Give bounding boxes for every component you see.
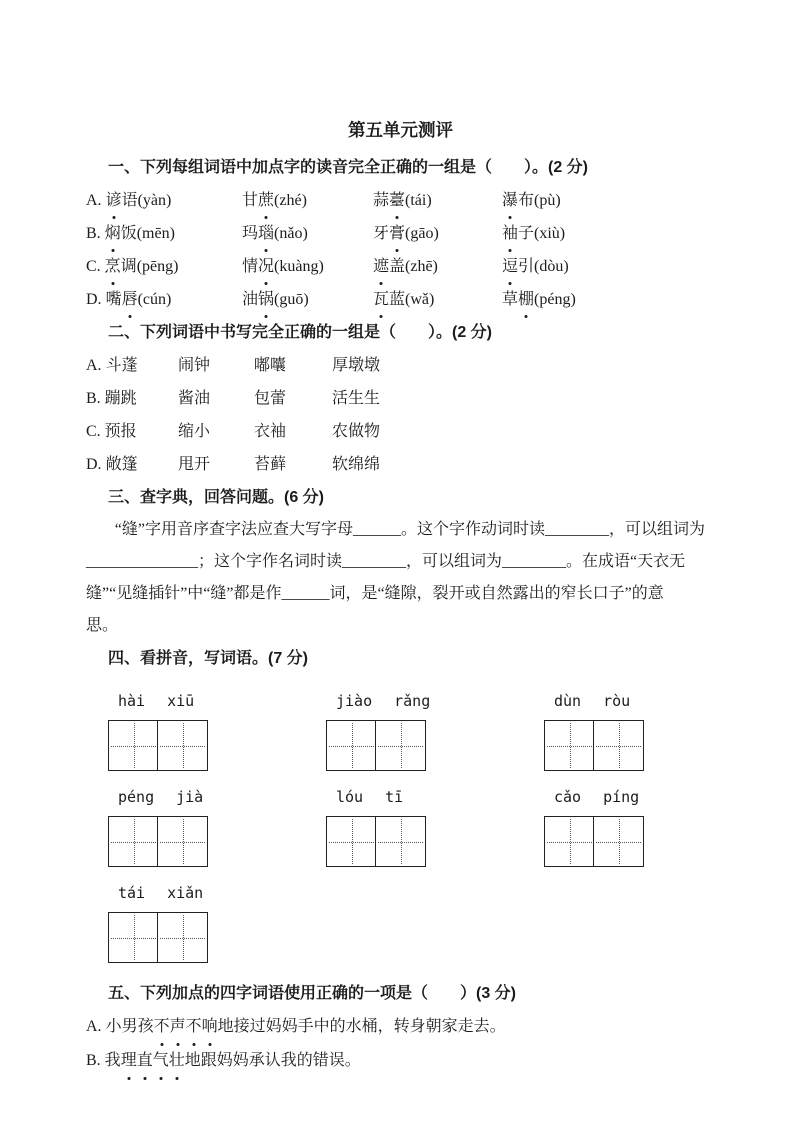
- pinyin-label: dùn ròu: [554, 692, 631, 710]
- word-with-pinyin: B. 焖饭(mēn): [86, 217, 242, 250]
- grid-cell: [593, 816, 644, 867]
- q1-option-row-c: [86, 250, 715, 283]
- q3-text-line: ______________；这个字作名词时读________，可以组词为________。在成语“天衣无: [86, 553, 686, 570]
- writing-grid: [108, 720, 212, 771]
- word-with-pinyin: 瓦蓝(wǎ): [373, 283, 502, 316]
- grid-cell: [157, 816, 208, 867]
- word-with-pinyin: C. 烹调(pēng): [86, 250, 242, 283]
- word-cell: B. 蹦跳: [86, 390, 137, 407]
- option-label: C.: [86, 258, 101, 275]
- word-cell: 厚墩墩: [332, 357, 381, 374]
- word-cell: 衣袖: [254, 423, 287, 440]
- option-label: C.: [86, 423, 101, 440]
- word-with-pinyin: 袖子(xiù): [502, 217, 715, 250]
- page-title: 第五单元测评: [348, 120, 453, 140]
- word-cell: 活生生: [332, 390, 381, 407]
- q2-heading: 二、下列词语中书写完全正确的一组是（ ）。(2 分): [108, 324, 493, 341]
- q3-heading: 三、查字典，回答问题。(6 分): [108, 489, 325, 506]
- word-with-pinyin: 甘蔗(zhé): [242, 184, 373, 217]
- option-label: B.: [86, 390, 101, 407]
- writing-grid: [108, 816, 212, 867]
- grid-cell: [108, 912, 159, 963]
- pinyin-label: lóu tī: [336, 788, 404, 806]
- word-cell: 软绵绵: [332, 456, 381, 473]
- q1-heading: 一、下列每组词语中加点字的读音完全正确的一组是（ ）。(2 分): [108, 159, 589, 176]
- grid-cell: [544, 720, 595, 771]
- word-cell: 包蕾: [254, 390, 287, 407]
- grid-cell: [108, 816, 159, 867]
- q5-heading: 五、下列加点的四字词语使用正确的一项是（ ）(3 分): [108, 985, 517, 1002]
- question-five: [86, 977, 715, 1078]
- grid-cell: [326, 720, 377, 771]
- word-with-pinyin: 逗引(dòu): [502, 250, 715, 283]
- word-with-pinyin: 瀑布(pù): [502, 184, 715, 217]
- pinyin-word-group: [544, 691, 648, 771]
- question-one: [86, 151, 715, 316]
- question-three: [86, 481, 715, 642]
- q4-grid-row-1: [86, 691, 715, 771]
- q4-grid-row-2: [86, 787, 715, 867]
- pinyin-word-group: [108, 787, 212, 867]
- pinyin-label: cǎo píng: [554, 788, 640, 806]
- sentence: 我理直气壮地跟妈妈承认我的错误。: [105, 1052, 361, 1069]
- pinyin-word-group: [108, 883, 212, 963]
- q2-option-row-c: [86, 415, 715, 448]
- pinyin-word-group: [108, 691, 212, 771]
- q2-option-row-d: [86, 448, 715, 481]
- word-with-pinyin: 情况(kuàng): [242, 250, 373, 283]
- writing-grid: [326, 720, 430, 771]
- word-cell: 缩小: [178, 423, 211, 440]
- q1-option-row-a: [86, 184, 715, 217]
- q2-option-row-a: [86, 349, 715, 382]
- word-with-pinyin: 玛瑙(nǎo): [242, 217, 373, 250]
- word-cell: A. 斗蓬: [86, 357, 138, 374]
- word-with-pinyin: 牙膏(gāo): [373, 217, 502, 250]
- q1-option-row-b: [86, 217, 715, 250]
- word-with-pinyin: D. 嘴唇(cún): [86, 283, 242, 316]
- grid-cell: [157, 912, 208, 963]
- pinyin-word-group: [326, 787, 430, 867]
- sentence: 小男孩不声不响地接过妈妈手中的水桶，转身朝家走去。: [106, 1018, 506, 1035]
- word-with-pinyin: A. 谚语(yàn): [86, 184, 242, 217]
- pinyin-label: jiào rǎng: [336, 692, 431, 710]
- word-cell: 酱油: [178, 390, 211, 407]
- option-label: D.: [86, 456, 102, 473]
- writing-grid: [326, 816, 430, 867]
- writing-grid: [108, 912, 212, 963]
- pinyin-label: hài xiū: [118, 692, 195, 710]
- word-cell: 嘟囔: [254, 357, 287, 374]
- option-label: A.: [86, 357, 102, 374]
- q3-text-line: “缝”字用音序查字法应查大写字母______。这个字作动词时读________，可以组词为: [114, 521, 706, 538]
- grid-cell: [375, 720, 426, 771]
- q5-option-b: [86, 1044, 715, 1078]
- word-cell: 甩开: [178, 456, 211, 473]
- word-with-pinyin: 遮盖(zhē): [373, 250, 502, 283]
- pinyin-label: tái xiǎn: [118, 884, 204, 902]
- pinyin-label: péng jià: [118, 788, 204, 806]
- word-cell: C. 预报: [86, 423, 137, 440]
- writing-grid: [544, 720, 648, 771]
- pinyin-word-group: [326, 691, 430, 771]
- question-four: [86, 642, 715, 963]
- word-cell: D. 敞篷: [86, 456, 138, 473]
- grid-cell: [157, 720, 208, 771]
- grid-cell: [326, 816, 377, 867]
- option-label: B.: [86, 225, 101, 242]
- q2-option-row-b: [86, 382, 715, 415]
- option-label: A.: [86, 192, 102, 209]
- writing-grid: [544, 816, 648, 867]
- word-cell: 农做物: [332, 423, 381, 440]
- question-two: [86, 316, 715, 481]
- word-with-pinyin: 蒜薹(tái): [373, 184, 502, 217]
- q5-option-a: [86, 1010, 715, 1044]
- grid-cell: [108, 720, 159, 771]
- word-cell: 闹钟: [178, 357, 211, 374]
- pinyin-word-group: [544, 787, 648, 867]
- q3-text-line: 缝”“见缝插针”中“缝”都是作______词，是“缝隙，裂开或自然露出的窄长口子”的意: [86, 585, 664, 602]
- grid-cell: [593, 720, 644, 771]
- option-label: A.: [86, 1018, 102, 1035]
- q3-text-line: 思。: [86, 617, 119, 634]
- option-label: B.: [86, 1052, 101, 1069]
- word-cell: 苔藓: [254, 456, 287, 473]
- grid-cell: [544, 816, 595, 867]
- q4-heading: 四、看拼音，写词语。(7 分): [108, 650, 309, 667]
- word-with-pinyin: 草棚(péng): [502, 283, 715, 316]
- grid-cell: [375, 816, 426, 867]
- word-with-pinyin: 油锅(guō): [242, 283, 373, 316]
- q4-grid-row-3: [86, 883, 715, 963]
- q1-option-row-d: [86, 283, 715, 316]
- option-label: D.: [86, 291, 102, 308]
